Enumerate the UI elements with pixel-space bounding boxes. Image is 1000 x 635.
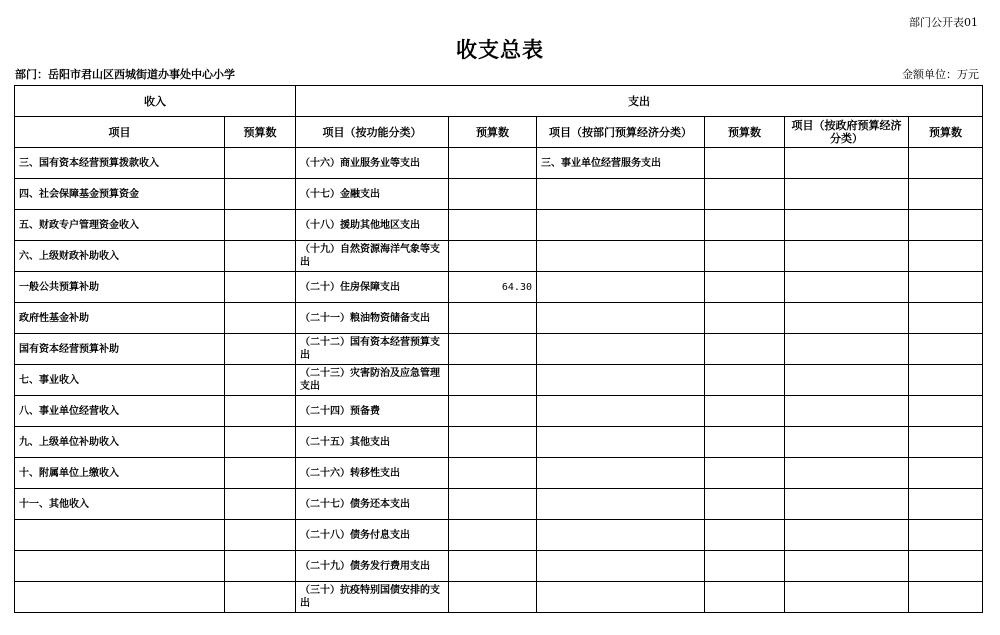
gov-econ-budget-cell xyxy=(909,396,983,427)
dept-econ-budget-cell xyxy=(705,272,785,303)
gov-econ-item-cell xyxy=(785,520,909,551)
func-budget-cell xyxy=(449,179,537,210)
column-header-row xyxy=(15,117,983,148)
income-item-cell xyxy=(15,582,225,613)
dept-econ-budget-cell xyxy=(705,458,785,489)
income-item-cell: 政府性基金补助 xyxy=(15,303,225,334)
amount-unit-label: 金额单位：万元 xyxy=(902,68,979,81)
income-budget-cell xyxy=(225,489,296,520)
gov-econ-budget-cell xyxy=(909,148,983,179)
dept-econ-item-cell: 三、事业单位经营服务支出 xyxy=(537,148,705,179)
income-item-cell: 九、上级单位补助收入 xyxy=(15,427,225,458)
func-budget-cell xyxy=(449,303,537,334)
func-item-cell: （二十五）其他支出 xyxy=(296,427,449,458)
func-budget-cell xyxy=(449,458,537,489)
dept-econ-item-cell xyxy=(537,334,705,365)
dept-econ-item-cell xyxy=(537,272,705,303)
table-row xyxy=(15,334,983,365)
income-item-cell: 六、上级财政补助收入 xyxy=(15,241,225,272)
income-expense-table xyxy=(14,85,983,613)
income-budget-cell xyxy=(225,303,296,334)
func-budget-cell xyxy=(449,551,537,582)
form-number: 部门公开表01 xyxy=(909,16,978,29)
func-budget-cell xyxy=(449,210,537,241)
dept-econ-item-cell xyxy=(537,241,705,272)
func-budget-cell xyxy=(449,489,537,520)
gov-econ-budget-cell xyxy=(909,241,983,272)
gov-econ-item-cell xyxy=(785,365,909,396)
dept-econ-budget-cell xyxy=(705,241,785,272)
func-item-cell: （二十）住房保障支出 xyxy=(296,272,449,303)
col-header-budget: 预算数 xyxy=(705,117,785,148)
income-budget-cell xyxy=(225,179,296,210)
dept-econ-budget-cell xyxy=(705,365,785,396)
gov-econ-item-cell xyxy=(785,427,909,458)
table-row xyxy=(15,520,983,551)
gov-econ-budget-cell xyxy=(909,582,983,613)
col-header-dept-econ-item: 项目（按部门预算经济分类） xyxy=(537,117,705,148)
dept-econ-item-cell xyxy=(537,520,705,551)
func-item-cell: （三十）抗疫特别国债安排的支出 xyxy=(296,582,449,613)
gov-econ-item-cell xyxy=(785,334,909,365)
income-item-cell: 四、社会保障基金预算资金 xyxy=(15,179,225,210)
table-row xyxy=(15,396,983,427)
income-budget-cell xyxy=(225,334,296,365)
dept-econ-item-cell xyxy=(537,179,705,210)
func-item-cell: （二十七）债务还本支出 xyxy=(296,489,449,520)
func-budget-cell xyxy=(449,520,537,551)
func-budget-cell xyxy=(449,582,537,613)
table-row xyxy=(15,179,983,210)
func-budget-cell: 64.30 xyxy=(449,272,537,303)
income-item-cell: 十、附属单位上缴收入 xyxy=(15,458,225,489)
gov-econ-budget-cell xyxy=(909,365,983,396)
gov-econ-item-cell xyxy=(785,396,909,427)
income-item-cell xyxy=(15,520,225,551)
income-budget-cell xyxy=(225,520,296,551)
page-title: 收支总表 xyxy=(456,37,544,62)
func-item-cell: （二十一）粮油物资储备支出 xyxy=(296,303,449,334)
func-item-cell: （十六）商业服务业等支出 xyxy=(296,148,449,179)
gov-econ-budget-cell xyxy=(909,458,983,489)
func-item-cell: （二十九）债务发行费用支出 xyxy=(296,551,449,582)
dept-econ-budget-cell xyxy=(705,303,785,334)
col-header-func-item: 项目（按功能分类） xyxy=(296,117,449,148)
dept-econ-budget-cell xyxy=(705,489,785,520)
func-budget-cell xyxy=(449,148,537,179)
dept-econ-item-cell xyxy=(537,303,705,334)
col-header-budget: 预算数 xyxy=(909,117,983,148)
func-item-cell: （十八）援助其他地区支出 xyxy=(296,210,449,241)
dept-econ-budget-cell xyxy=(705,551,785,582)
gov-econ-budget-cell xyxy=(909,179,983,210)
table-row xyxy=(15,582,983,613)
income-item-cell: 八、事业单位经营收入 xyxy=(15,396,225,427)
dept-econ-item-cell xyxy=(537,458,705,489)
income-budget-cell xyxy=(225,427,296,458)
gov-econ-item-cell xyxy=(785,458,909,489)
table-row xyxy=(15,210,983,241)
func-item-cell: （十七）金融支出 xyxy=(296,179,449,210)
gov-econ-budget-cell xyxy=(909,210,983,241)
income-item-cell: 十一、其他收入 xyxy=(15,489,225,520)
income-budget-cell xyxy=(225,210,296,241)
gov-econ-budget-cell xyxy=(909,334,983,365)
gov-econ-item-cell xyxy=(785,551,909,582)
dept-econ-budget-cell xyxy=(705,148,785,179)
gov-econ-item-cell xyxy=(785,210,909,241)
income-budget-cell xyxy=(225,551,296,582)
income-item-cell xyxy=(15,551,225,582)
income-item-cell: 国有资本经营预算补助 xyxy=(15,334,225,365)
table-row xyxy=(15,489,983,520)
income-item-cell: 五、财政专户管理资金收入 xyxy=(15,210,225,241)
gov-econ-item-cell xyxy=(785,272,909,303)
dept-econ-budget-cell xyxy=(705,582,785,613)
income-item-cell: 三、国有资本经营预算拨款收入 xyxy=(15,148,225,179)
dept-econ-budget-cell xyxy=(705,179,785,210)
col-header-item: 项目 xyxy=(15,117,225,148)
expense-group-header: 支出 xyxy=(296,86,983,117)
income-item-cell: 七、事业收入 xyxy=(15,365,225,396)
table-row xyxy=(15,148,983,179)
func-budget-cell xyxy=(449,334,537,365)
gov-econ-item-cell xyxy=(785,241,909,272)
gov-econ-item-cell xyxy=(785,179,909,210)
income-budget-cell xyxy=(225,272,296,303)
group-header-row xyxy=(15,86,983,117)
gov-econ-item-cell xyxy=(785,582,909,613)
table-row xyxy=(15,365,983,396)
table-row xyxy=(15,241,983,272)
income-budget-cell xyxy=(225,241,296,272)
table-row xyxy=(15,427,983,458)
income-budget-cell xyxy=(225,365,296,396)
col-header-budget: 预算数 xyxy=(225,117,296,148)
func-item-cell: （十九）自然资源海洋气象等支出 xyxy=(296,241,449,272)
col-header-budget: 预算数 xyxy=(449,117,537,148)
table-row xyxy=(15,458,983,489)
dept-econ-budget-cell xyxy=(705,334,785,365)
dept-econ-item-cell xyxy=(537,427,705,458)
income-group-header: 收入 xyxy=(15,86,296,117)
func-budget-cell xyxy=(449,427,537,458)
dept-econ-budget-cell xyxy=(705,520,785,551)
gov-econ-item-cell xyxy=(785,303,909,334)
dept-econ-budget-cell xyxy=(705,396,785,427)
func-item-cell: （二十八）债务付息支出 xyxy=(296,520,449,551)
gov-econ-budget-cell xyxy=(909,489,983,520)
func-budget-cell xyxy=(449,365,537,396)
gov-econ-budget-cell xyxy=(909,427,983,458)
table-row xyxy=(15,551,983,582)
gov-econ-budget-cell xyxy=(909,272,983,303)
dept-econ-item-cell xyxy=(537,551,705,582)
gov-econ-budget-cell xyxy=(909,520,983,551)
income-budget-cell xyxy=(225,396,296,427)
dept-econ-item-cell xyxy=(537,489,705,520)
dept-econ-item-cell xyxy=(537,582,705,613)
gov-econ-budget-cell xyxy=(909,551,983,582)
dept-econ-item-cell xyxy=(537,210,705,241)
gov-econ-budget-cell xyxy=(909,303,983,334)
table-row xyxy=(15,303,983,334)
dept-econ-budget-cell xyxy=(705,210,785,241)
gov-econ-item-cell xyxy=(785,489,909,520)
func-budget-cell xyxy=(449,396,537,427)
department-label: 部门：岳阳市君山区西城街道办事处中心小学 xyxy=(15,68,235,81)
dept-econ-item-cell xyxy=(537,396,705,427)
dept-econ-item-cell xyxy=(537,365,705,396)
gov-econ-item-cell xyxy=(785,148,909,179)
dept-econ-budget-cell xyxy=(705,427,785,458)
table-row xyxy=(15,272,983,303)
func-item-cell: （二十三）灾害防治及应急管理支出 xyxy=(296,365,449,396)
income-budget-cell xyxy=(225,458,296,489)
func-item-cell: （二十二）国有资本经营预算支出 xyxy=(296,334,449,365)
func-budget-cell xyxy=(449,241,537,272)
col-header-gov-econ-item: 项目（按政府预算经济分类） xyxy=(785,117,909,148)
func-item-cell: （二十六）转移性支出 xyxy=(296,458,449,489)
income-budget-cell xyxy=(225,148,296,179)
func-item-cell: （二十四）预备费 xyxy=(296,396,449,427)
income-budget-cell xyxy=(225,582,296,613)
income-item-cell: 一般公共预算补助 xyxy=(15,272,225,303)
